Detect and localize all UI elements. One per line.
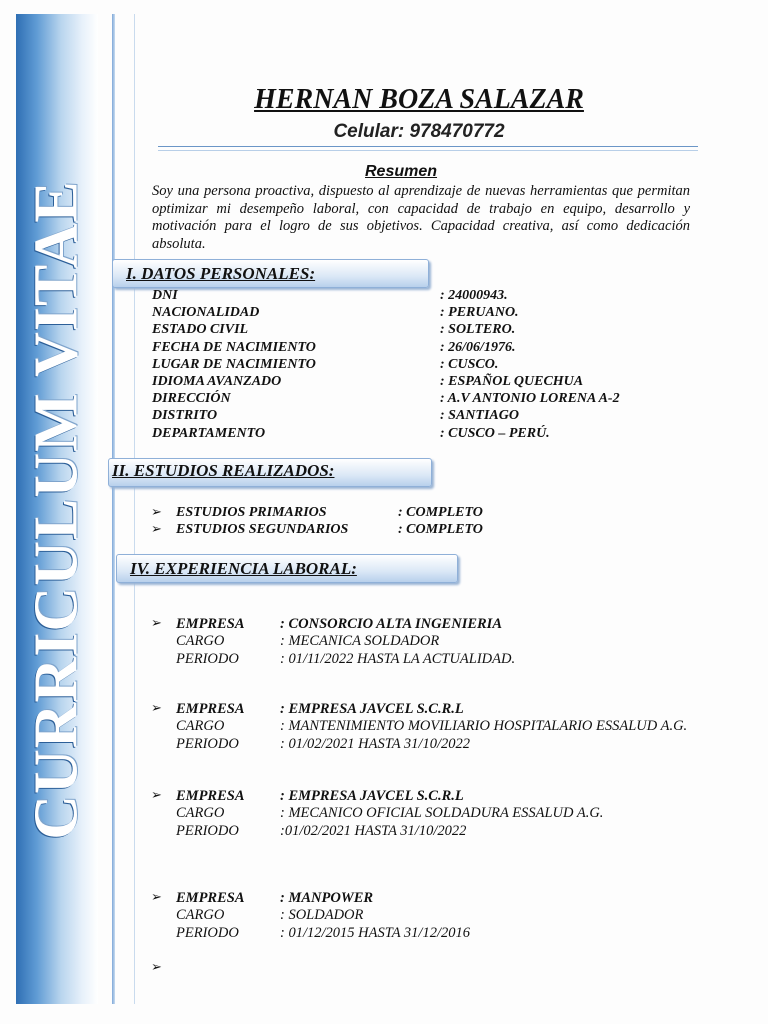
bullet-arrow-icon: ➢ xyxy=(151,701,162,716)
job-role: : SOLDADOR xyxy=(280,907,364,923)
job-company-label: EMPRESA xyxy=(176,788,245,804)
section-title-studies: II. ESTUDIOS REALIZADOS: xyxy=(112,461,335,480)
personal-value: : CUSCO. xyxy=(440,356,499,372)
section-title-personal: I. DATOS PERSONALES: xyxy=(126,264,316,283)
personal-label: NACIONALIDAD xyxy=(152,305,260,321)
job-period-label: PERIODO xyxy=(176,736,239,752)
job-role-label: CARGO xyxy=(176,805,225,821)
personal-value: : 26/06/1976. xyxy=(440,339,516,355)
personal-label: FECHA DE NACIMIENTO xyxy=(152,339,316,355)
sidebar-divider-thin xyxy=(134,14,135,1004)
personal-label: DIRECCIÓN xyxy=(152,391,231,407)
job-company-label: EMPRESA xyxy=(176,890,245,906)
job-period-label: PERIODO xyxy=(176,823,239,839)
bullet-arrow-icon: ➢ xyxy=(151,505,162,520)
header-rule xyxy=(158,146,698,147)
job-company-label: EMPRESA xyxy=(176,616,245,632)
personal-value: : 24000943. xyxy=(440,288,508,303)
job-company: : EMPRESA JAVCEL S.C.R.L xyxy=(280,701,464,717)
job-company: : CONSORCIO ALTA INGENIERIA xyxy=(280,616,502,632)
personal-label: IDIOMA AVANZADO xyxy=(152,374,282,389)
personal-label: DISTRITO xyxy=(152,408,218,424)
job-period-label: PERIODO xyxy=(176,651,239,667)
personal-value: : CUSCO – PERÚ. xyxy=(440,425,550,441)
personal-value: : ESPAÑOL QUECHUA xyxy=(440,374,584,389)
job-period-label: PERIODO xyxy=(176,925,239,941)
personal-label: ESTADO CIVIL xyxy=(152,322,249,338)
personal-value: : SANTIAGO xyxy=(440,408,519,424)
bullet-arrow-icon: ➢ xyxy=(151,960,162,975)
header-rule-secondary xyxy=(158,150,698,151)
job-period: :01/02/2021 HASTA 31/10/2022 xyxy=(280,823,467,839)
personal-label: LUGAR DE NACIMIENTO xyxy=(152,356,316,372)
job-period: : 01/11/2022 HASTA LA ACTUALIDAD. xyxy=(280,651,516,667)
job-role: : MANTENIMIENTO MOVILIARIO HOSPITALARIO ESSALUD A.G. xyxy=(280,718,688,734)
job-company: : MANPOWER xyxy=(280,890,374,906)
job-company: : EMPRESA JAVCEL S.C.R.L xyxy=(280,788,464,804)
job-role: : MECANICO OFICIAL SOLDADURA ESSALUD A.G. xyxy=(280,805,604,821)
candidate-name: HERNAN BOZA SALAZAR xyxy=(254,84,584,115)
study-label: ESTUDIOS SEGUNDARIOS xyxy=(176,522,349,537)
personal-label: DEPARTAMENTO xyxy=(152,425,266,441)
job-role-label: CARGO xyxy=(176,907,225,923)
bullet-arrow-icon: ➢ xyxy=(151,522,162,537)
personal-value: : A.V ANTONIO LORENA A-2 xyxy=(440,391,620,407)
job-role-label: CARGO xyxy=(176,633,225,649)
bullet-arrow-icon: ➢ xyxy=(151,788,162,803)
personal-value: : SOLTERO. xyxy=(440,322,516,338)
sidebar-divider xyxy=(112,14,115,1004)
bullet-arrow-icon: ➢ xyxy=(151,890,162,905)
personal-value: : PERUANO. xyxy=(440,305,519,321)
summary-title: Resumen xyxy=(365,163,438,180)
section-title-experience: IV. EXPERIENCIA LABORAL: xyxy=(130,559,357,578)
job-company-label: EMPRESA xyxy=(176,701,245,717)
job-role-label: CARGO xyxy=(176,718,225,734)
bullet-arrow-icon: ➢ xyxy=(151,616,162,631)
job-period: : 01/12/2015 HASTA 31/12/2016 xyxy=(280,925,470,941)
vertical-title: CURRICULUM VITAE xyxy=(22,180,91,840)
phone-number: Celular: 978470772 xyxy=(333,121,505,142)
study-value: : COMPLETO xyxy=(398,522,483,537)
job-period: : 01/02/2021 HASTA 31/10/2022 xyxy=(280,736,470,752)
job-role: : MECANICA SOLDADOR xyxy=(280,633,440,649)
summary-text: Soy una persona proactiva, dispuesto al aprendizaje de nuevas herramientas que permitan optimizar mi desempeño laboral, con capacidad de trabajo en equipo, desarrollo y motivación para el logro de sus objetivos. Capacidad creativa, así como dedicación absoluta. xyxy=(152,183,690,252)
study-label: ESTUDIOS PRIMARIOS xyxy=(176,505,327,520)
personal-label: DNI xyxy=(152,288,178,303)
study-value: : COMPLETO xyxy=(398,505,483,520)
